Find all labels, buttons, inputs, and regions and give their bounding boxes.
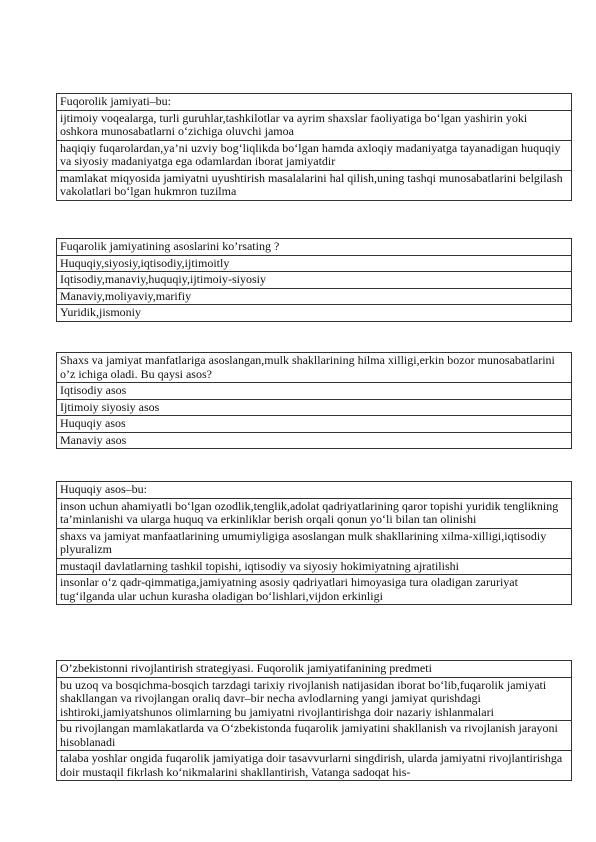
option-row bbox=[57, 416, 572, 433]
question-text: Huquqiy asos–bu: bbox=[57, 482, 572, 499]
question-row bbox=[57, 239, 572, 256]
option-text: Ijtimoiy siyosiy asos bbox=[57, 399, 572, 416]
option-row bbox=[57, 110, 572, 140]
question-row bbox=[57, 661, 572, 678]
option-row bbox=[57, 272, 572, 289]
question-text: Fuqorolik jamiyati–bu: bbox=[57, 94, 572, 111]
option-text: inson uchun ahamiyatli bo‘lgan ozodlik,tenglik,adolat qadriyatlarining qaror topishi yuridik tenglikning ta’minlanishi va ularga huquq va erkinliklar berish orqali qonun yo‘li bilan tan olinishi bbox=[57, 498, 572, 528]
option-row bbox=[57, 677, 572, 721]
option-row bbox=[57, 305, 572, 322]
option-row bbox=[57, 255, 572, 272]
option-row bbox=[57, 432, 572, 449]
option-text: bu rivojlangan mamlakatlarda va O‘zbekistonda fuqarolik jamiyatini shakllanish va rivojlanish jarayoni hisoblanadi bbox=[57, 721, 572, 751]
option-row bbox=[57, 575, 572, 605]
question-text: Shaxs va jamiyat manfatlariga asoslangan,mulk shakllarining hilma xilligi,erkin bozor munosabatlarini o’z ichiga oladi. Bu qaysi asos? bbox=[57, 353, 572, 383]
question-table-3 bbox=[56, 352, 572, 449]
question-table-4 bbox=[56, 481, 572, 605]
option-text: Yuridik,jismoniy bbox=[57, 305, 572, 322]
option-row bbox=[57, 383, 572, 400]
question-row bbox=[57, 482, 572, 499]
option-text: haqiqiy fuqarolardan,ya’ni uzviy bog‘liqlikda bo‘lgan hamda axloqiy madaniyatga tayanadigan huquqiy va siyosiy madaniyatga ega odamlardan iborat jamiyatdir bbox=[57, 140, 572, 170]
option-text: ijtimoiy voqealarga, turli guruhlar,tashkilotlar va ayrim shaxslar faoliyatiga bo‘lgan yashirin yoki oshkora munosabatlarni o‘zichiga oluvchi jamoa bbox=[57, 110, 572, 140]
question-row bbox=[57, 94, 572, 111]
option-text: Manaviy asos bbox=[57, 432, 572, 449]
question-table-5 bbox=[56, 660, 572, 781]
question-table-2 bbox=[56, 238, 572, 322]
question-row bbox=[57, 353, 572, 383]
question-table-1 bbox=[56, 93, 572, 201]
option-text: talaba yoshlar ongida fuqarolik jamiyatiga doir tasavvurlarni singdirish, ularda jamiyatni rivojlantirishga doir mustaqil fikrlash ko‘nikmalarini shakllantirish, Vatanga sadoqat his- bbox=[57, 751, 572, 781]
option-row bbox=[57, 721, 572, 751]
option-text: mustaqil davlatlarning tashkil topishi, iqtisodiy va siyosiy hokimiyatning ajratilishi bbox=[57, 558, 572, 575]
option-text: bu uzoq va bosqichma-bosqich tarzdagi tarixiy rivojlanish natijasidan iborat bo‘lib,fuqarolik jamiyati shakllangan va rivojlangan oraliq davr–bir necha avlodlarning yangi jamiyat qurishdagi ishtiroki,jamiyatshunos olimlarning bu jamiyatni rivojlantirishga doir nazariy ishlanmalari bbox=[57, 677, 572, 721]
question-text: Fuqarolik jamiyatining asoslarini ko’rsating ? bbox=[57, 239, 572, 256]
option-text: mamlakat miqyosida jamiyatni uyushtirish masalalarini hal qilish,uning tashqi munosabatlarini belgilash vakolatlari bo‘lgan hukmron tuzilma bbox=[57, 170, 572, 200]
option-row bbox=[57, 140, 572, 170]
option-row bbox=[57, 558, 572, 575]
option-text: Manaviy,moliyaviy,marifiy bbox=[57, 288, 572, 305]
option-text: insonlar o‘z qadr-qimmatiga,jamiyatning asosiy qadriyatlari himoyasiga tura oladigan zaruriyat tug‘ilganda ular uchun kurasha oladigan bo‘lishlari,vijdon erkinligi bbox=[57, 575, 572, 605]
option-text: shaxs va jamiyat manfaatlarining umumiyligiga asoslangan mulk shakllarining xilma-xilligi,iqtisodiy plyuralizm bbox=[57, 528, 572, 558]
option-row bbox=[57, 288, 572, 305]
option-row bbox=[57, 399, 572, 416]
option-row bbox=[57, 528, 572, 558]
option-row bbox=[57, 751, 572, 781]
question-text: O’zbekistonni rivojlantirish strategiyasi. Fuqorolik jamiyatifanining predmeti bbox=[57, 661, 572, 678]
option-row bbox=[57, 170, 572, 200]
option-row bbox=[57, 498, 572, 528]
option-text: Iqtisodiy,manaviy,huquqiy,ijtimoiy-siyosiy bbox=[57, 272, 572, 289]
option-text: Huquqiy,siyosiy,iqtisodiy,ijtimoitly bbox=[57, 255, 572, 272]
option-text: Iqtisodiy asos bbox=[57, 383, 572, 400]
option-text: Huquqiy asos bbox=[57, 416, 572, 433]
